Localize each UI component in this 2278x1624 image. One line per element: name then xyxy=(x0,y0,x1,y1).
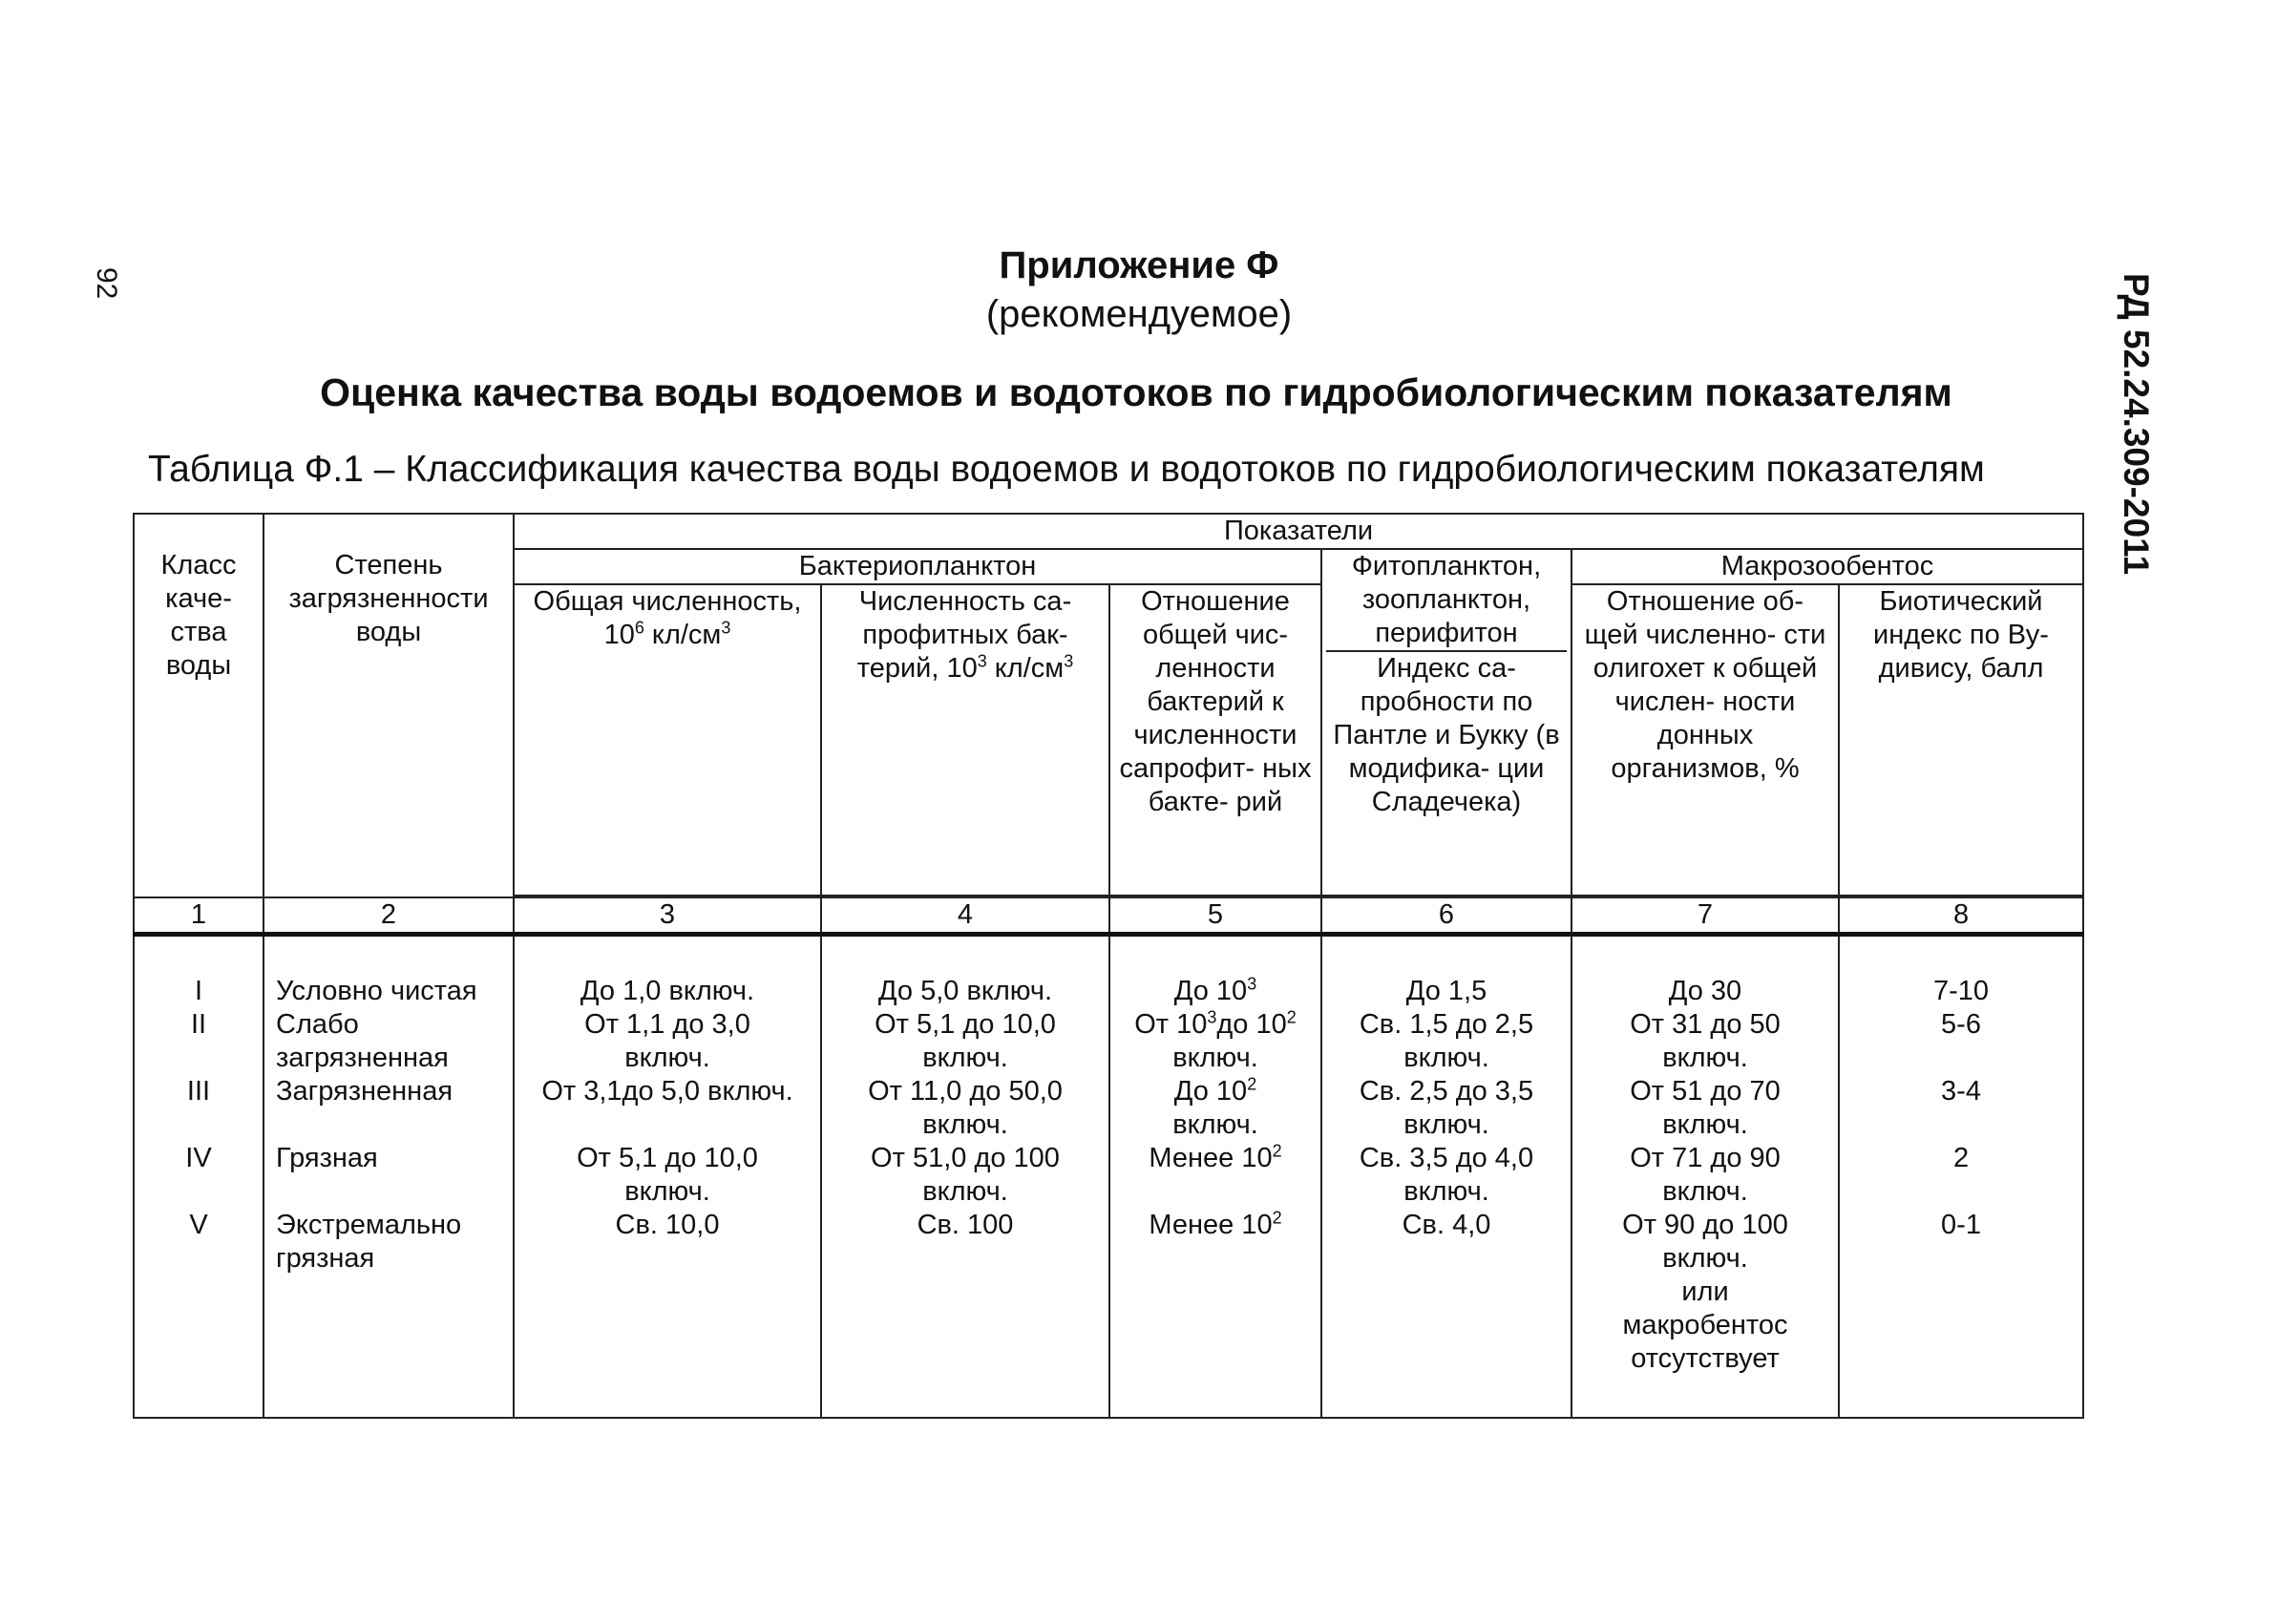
pollution-value: загрязненная xyxy=(276,1043,449,1073)
column-number: 3 xyxy=(514,897,821,935)
class-value: II xyxy=(190,1009,207,1040)
body-woodiwiss-cell xyxy=(1839,935,2083,1419)
oligochaetes-value: От 51 до 70 xyxy=(1630,1076,1781,1107)
ratio-text: До 10 xyxy=(1173,976,1248,1006)
column-number: 1 xyxy=(134,897,264,935)
woodiwiss-value: 5-6 xyxy=(1941,1009,1981,1040)
class-value: IV xyxy=(185,1143,212,1173)
class-value: I xyxy=(194,976,203,1006)
group-header-bacterioplankton: Бактериопланктон xyxy=(514,549,1321,584)
woodiwiss-value: 2 xyxy=(1952,1143,1970,1173)
saprobity-value: Св. 1,5 до 2,5 xyxy=(1359,1009,1534,1040)
ratio-value xyxy=(1114,1142,1317,1175)
saprophytes-value: До 5,0 включ. xyxy=(877,976,1053,1006)
oligochaetes-value: включ. xyxy=(1662,1043,1748,1073)
body-ratio-cell xyxy=(1109,935,1321,1419)
saprobity-value: Св. 2,5 до 3,5 xyxy=(1359,1076,1534,1107)
column-number: 5 xyxy=(1109,897,1321,935)
spacer xyxy=(138,1042,259,1075)
pollution-value: Слабо xyxy=(276,1009,359,1040)
table-body-row xyxy=(134,935,2083,1419)
spacer xyxy=(1844,1042,2078,1075)
ratio-value xyxy=(1114,1075,1317,1108)
saprophytes-label: Численность са- профитных бак- терий, 10 xyxy=(856,586,1072,684)
saprophytes-unit-exp: 3 xyxy=(1064,651,1074,671)
column-header-saprophytes xyxy=(821,584,1109,896)
total-count-value: включ. xyxy=(624,1043,710,1073)
ratio-text: до 10 xyxy=(1216,1009,1287,1040)
pollution-value: Экстремально xyxy=(276,1210,462,1240)
column-number: 8 xyxy=(1839,897,2083,935)
total-count-unit-exp: 3 xyxy=(721,618,731,638)
total-count-label: Общая численность, xyxy=(533,586,802,617)
total-count-unit xyxy=(518,619,816,652)
woodiwiss-value: 3-4 xyxy=(1941,1076,1981,1107)
ratio-value xyxy=(1114,1008,1317,1042)
ratio-exp: 2 xyxy=(1272,1208,1282,1228)
ratio-text: Менее 10 xyxy=(1149,1210,1273,1240)
total-count-value: До 1,0 включ. xyxy=(580,976,755,1006)
saprobity-value: Св. 3,5 до 4,0 xyxy=(1359,1143,1534,1173)
classification-table xyxy=(133,513,2084,1419)
saprophytes-value: От 11,0 до 50,0 xyxy=(868,1076,1063,1107)
total-count-value: включ. xyxy=(624,1176,710,1207)
body-total-count-cell xyxy=(514,935,821,1419)
saprobity-value: включ. xyxy=(1403,1109,1489,1140)
page-number: 92 xyxy=(91,267,122,300)
column-header-pollution-text: Степень загрязненности воды xyxy=(288,550,489,647)
spacer xyxy=(518,1108,816,1142)
body-oligochaetes-cell xyxy=(1571,935,1839,1419)
saprobity-value: включ. xyxy=(1403,1043,1489,1073)
body-class-cell xyxy=(134,935,264,1419)
document-title: Оценка качества воды водоемов и водотоков по гидробиологическим показателям xyxy=(320,370,1952,414)
column-header-oligochaetes: Отношение об- щей численно- сти олигохет к общей числен- ности донных организмов, % xyxy=(1571,584,1839,896)
ratio-exp: 2 xyxy=(1286,1007,1297,1027)
ratio-value xyxy=(1114,1209,1317,1242)
column-header-ratio: Отношение общей чис- ленности бактерий к численности сапрофит- ных бакте- рий xyxy=(1109,584,1321,896)
saprophytes-units: кл/см xyxy=(986,653,1065,684)
saprophytes-value: От 5,1 до 10,0 xyxy=(875,1009,1056,1040)
column-number: 2 xyxy=(264,897,514,935)
total-count-exp: 6 xyxy=(634,618,644,638)
oligochaetes-value: отсутствует xyxy=(1631,1343,1780,1374)
column-header-class-text: Класс каче- ства воды xyxy=(160,550,237,681)
column-number: 7 xyxy=(1571,897,1839,935)
spacer xyxy=(1114,1175,1317,1209)
total-count-base: 10 xyxy=(603,620,635,650)
spacer xyxy=(1844,1175,2078,1209)
saprophytes-value: включ. xyxy=(922,1043,1008,1073)
oligochaetes-value: включ. xyxy=(1662,1243,1748,1274)
woodiwiss-value: 0-1 xyxy=(1941,1210,1981,1240)
ratio-value: включ. xyxy=(1172,1109,1258,1140)
oligochaetes-value: макробентос xyxy=(1622,1310,1788,1340)
saprophytes-value: включ. xyxy=(922,1109,1008,1140)
appendix-title: Приложение Ф xyxy=(999,244,1279,286)
ratio-text: От 10 xyxy=(1134,1009,1208,1040)
document-code: РД 52.24.309-2011 xyxy=(2117,273,2156,576)
column-header-saprobity: Индекс са- пробности по Пантле и Букку (в модифика- ции Сладечека) xyxy=(1333,653,1560,817)
body-saprobity-cell xyxy=(1321,935,1571,1419)
woodiwiss-value: 7-10 xyxy=(1932,976,1990,1006)
body-pollution-cell xyxy=(264,935,514,1419)
column-number: 6 xyxy=(1321,897,1571,935)
ratio-exp: 3 xyxy=(1247,974,1257,994)
saprobity-value: До 1,5 xyxy=(1405,976,1487,1006)
pollution-value: Загрязненная xyxy=(276,1076,453,1107)
group-header-indicators: Показатели xyxy=(514,514,2083,549)
phytoplankton-label: Фитопланктон, зоопланктон, перифитон xyxy=(1326,550,1567,652)
ratio-value xyxy=(1114,975,1317,1008)
header-row-1 xyxy=(134,514,2083,549)
spacer xyxy=(138,1108,259,1142)
oligochaetes-value: До 30 xyxy=(1668,976,1742,1006)
spacer xyxy=(276,1175,509,1209)
saprophytes-value: Св. 100 xyxy=(917,1210,1014,1240)
ratio-text: Менее 10 xyxy=(1149,1143,1273,1173)
total-count-units: кл/см xyxy=(643,620,722,650)
column-number-row xyxy=(134,897,2083,935)
saprobity-value: включ. xyxy=(1403,1176,1489,1207)
oligochaetes-value: или xyxy=(1681,1276,1729,1307)
oligochaetes-value: включ. xyxy=(1662,1176,1748,1207)
oligochaetes-value: От 90 до 100 xyxy=(1622,1210,1788,1240)
ratio-value: включ. xyxy=(1172,1043,1258,1073)
saprophytes-value: включ. xyxy=(922,1176,1008,1207)
ratio-exp: 3 xyxy=(1207,1007,1217,1027)
total-count-value: Св. 10,0 xyxy=(615,1210,720,1240)
oligochaetes-value: От 31 до 50 xyxy=(1630,1009,1781,1040)
total-count-value: От 5,1 до 10,0 xyxy=(577,1143,758,1173)
ratio-exp: 2 xyxy=(1247,1074,1257,1094)
table-caption: Таблица Ф.1 – Классификация качества воды водоемов и водотоков по гидробиологическим показателям xyxy=(148,449,1985,490)
appendix-status: (рекомендуемое) xyxy=(985,293,1293,335)
oligochaetes-value: включ. xyxy=(1662,1109,1748,1140)
class-value: III xyxy=(186,1076,211,1107)
body-saprophytes-cell xyxy=(821,935,1109,1419)
oligochaetes-value: От 71 до 90 xyxy=(1630,1143,1781,1173)
spacer xyxy=(138,1175,259,1209)
total-count-value: От 1,1 до 3,0 xyxy=(584,1009,750,1040)
saprophytes-value: От 51,0 до 100 xyxy=(871,1143,1060,1173)
spacer xyxy=(276,1108,509,1142)
ratio-exp: 2 xyxy=(1272,1141,1282,1161)
column-header-total-count xyxy=(514,584,821,896)
column-header-pollution xyxy=(264,514,514,897)
total-count-value: От 3,1до 5,0 включ. xyxy=(541,1076,793,1107)
saprophytes-exp: 3 xyxy=(977,651,987,671)
pollution-value: Условно чистая xyxy=(276,976,477,1006)
saprobity-value: Св. 4,0 xyxy=(1402,1210,1491,1240)
group-header-macrozoobenthos: Макрозообентос xyxy=(1571,549,2083,584)
pollution-value: Грязная xyxy=(276,1143,378,1173)
spacer xyxy=(1844,1108,2078,1142)
column-header-woodiwiss: Биотический индекс по Ву- дивису, балл xyxy=(1839,584,2083,896)
class-value: V xyxy=(189,1210,208,1240)
pollution-value: грязная xyxy=(276,1243,375,1274)
ratio-text: До 10 xyxy=(1173,1076,1248,1107)
column-header-class xyxy=(134,514,264,897)
group-header-phytoplankton xyxy=(1321,549,1571,896)
column-number: 4 xyxy=(821,897,1109,935)
